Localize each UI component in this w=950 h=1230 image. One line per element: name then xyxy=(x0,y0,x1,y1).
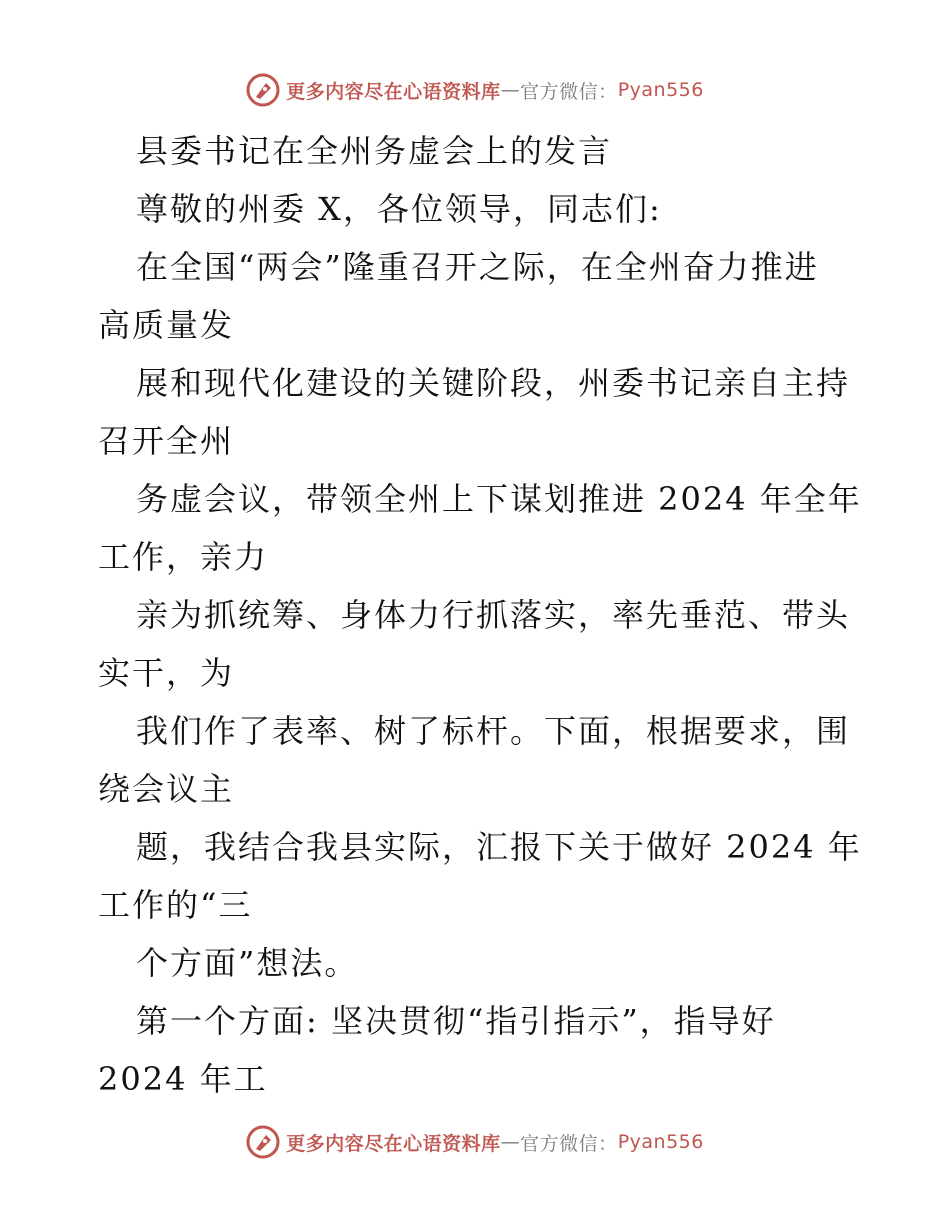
text-line: 在全国“两会”隆重召开之际，在全州奋力推进 xyxy=(136,248,819,286)
text-line: 第一个方面: 坚决贯彻“指引指示”，指导好 xyxy=(136,1002,776,1040)
watermark-separator: — xyxy=(500,79,521,101)
text-line: 我们作了表率、树了标杆。下面，根据要求，围 xyxy=(136,712,851,750)
text-line: 召开全州 xyxy=(98,422,235,460)
text-line: 县委书记在全州务虚会上的发言 xyxy=(136,132,613,170)
text-line: 工作的“三 xyxy=(98,886,253,924)
text-line: 2024 年工 xyxy=(98,1060,268,1098)
text-line: 务虚会议，带领全州上下谋划推进 2024 年全年 xyxy=(136,480,862,518)
text-line: 绕会议主 xyxy=(98,770,235,808)
document-body xyxy=(98,122,862,1108)
text-line: 工作，亲力 xyxy=(98,538,269,576)
text-line: 展和现代化建设的关键阶段，州委书记亲自主持 xyxy=(136,364,851,402)
header-watermark xyxy=(0,70,950,110)
watermark-wechat-label: 官方微信： xyxy=(520,1132,618,1155)
text-line: 高质量发 xyxy=(98,306,235,344)
text-line: 个方面”想法。 xyxy=(136,944,359,982)
footer-watermark xyxy=(0,1122,950,1162)
watermark-wechat-label: 官方微信： xyxy=(520,80,618,103)
watermark-brand: 更多内容尽在心语资料库 xyxy=(286,80,501,103)
text-line: 实干，为 xyxy=(98,654,235,692)
watermark-wechat-id: Pyan556 xyxy=(617,1131,704,1153)
pen-nib-seal-icon xyxy=(246,73,280,107)
watermark-separator: — xyxy=(500,1131,521,1153)
pen-nib-seal-icon xyxy=(246,1125,280,1159)
watermark-wechat-id: Pyan556 xyxy=(617,79,704,101)
text-line: 题，我结合我县实际，汇报下关于做好 2024 年 xyxy=(136,828,862,866)
watermark-brand: 更多内容尽在心语资料库 xyxy=(286,1132,501,1155)
text-line: 亲为抓统筹、身体力行抓落实，率先垂范、带头 xyxy=(136,596,851,634)
text-line: 尊敬的州委 X，各位领导，同志们: xyxy=(136,190,662,228)
